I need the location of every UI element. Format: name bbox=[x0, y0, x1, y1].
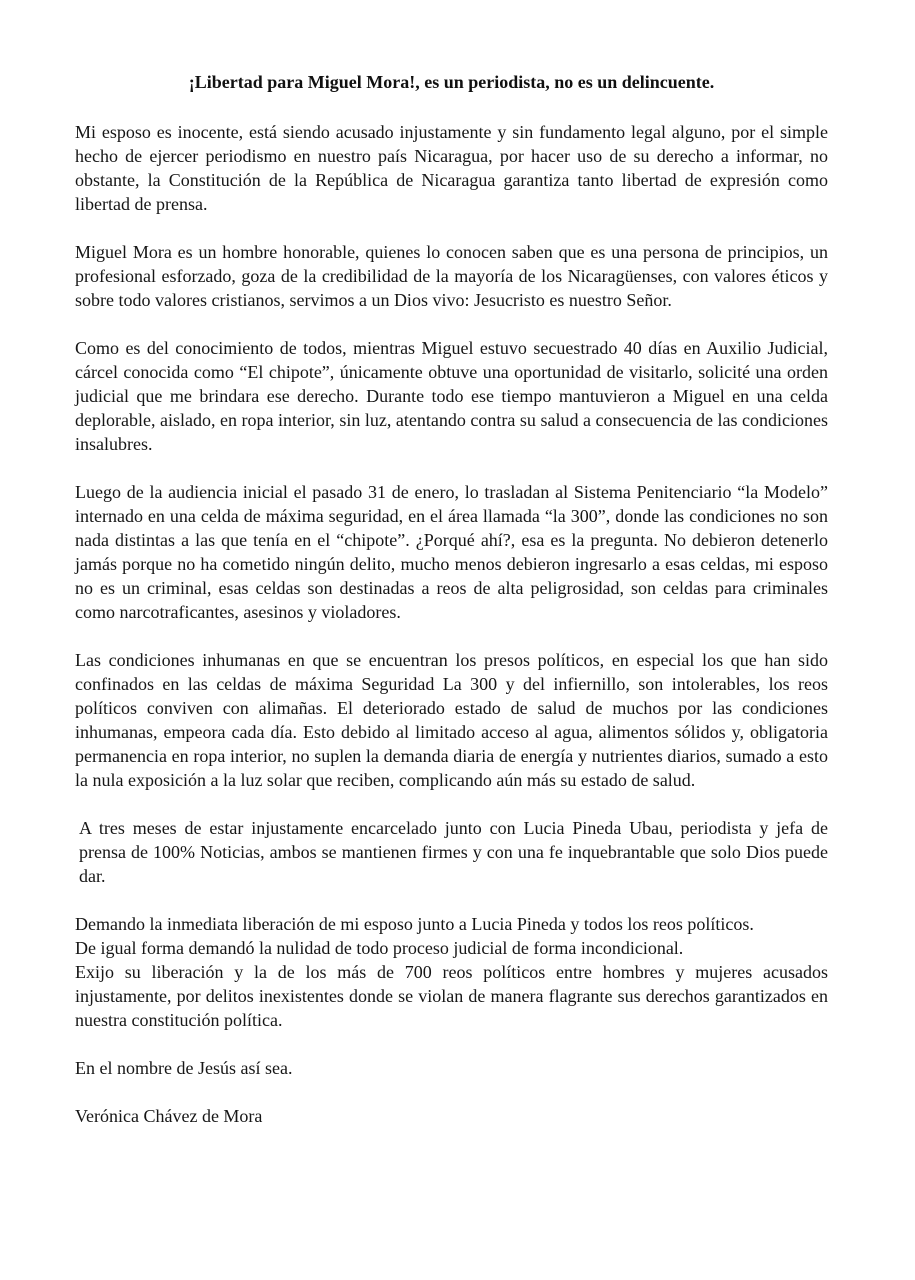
paragraph-conditions: Las condiciones inhumanas en que se encuentran los presos políticos, en especial los que han sido confinados en las celdas de máxima Seguridad La 300 y del infiernillo, son intolerables, los reos políticos conviven con alimañas. El deteriorado estado de salud de muchos por las condiciones inhumanas, empeora cada día. Esto debido al limitado acceso al agua, alimentos sólidos y, obligatoria permanencia en ropa interior, no suplen la demanda diaria de energía y nutrientes diarios, sumado a esto la nula exposición a la luz solar que reciben, complicando aún más su estado de salud. bbox=[75, 650, 828, 790]
closing-line: En el nombre de Jesús así sea. bbox=[75, 1058, 293, 1078]
paragraph-three-months: A tres meses de estar injustamente encarcelado junto con Lucia Pineda Ubau, periodista y jefa de prensa de 100% Noticias, ambos se mantienen firmes y con una fe inquebrantable que solo Dios puede dar. bbox=[79, 818, 828, 886]
letter-page bbox=[75, 70, 828, 1128]
demand-line-release: Demando la inmediata liberación de mi esposo junto a Lucia Pineda y todos los reos políticos. bbox=[75, 914, 754, 934]
demand-paragraph-political-prisoners: Exijo su liberación y la de los más de 700 reos políticos entre hombres y mujeres acusados injustamente, por delitos inexistentes donde se violan de manera flagrante sus derechos garantizados en nuestra constitución política. bbox=[75, 962, 828, 1030]
letter-title: ¡Libertad para Miguel Mora!, es un periodista, no es un delincuente. bbox=[188, 72, 715, 92]
signature-name: Verónica Chávez de Mora bbox=[75, 1106, 263, 1126]
demand-line-nullity: De igual forma demandó la nulidad de todo proceso judicial de forma incondicional. bbox=[75, 938, 684, 958]
paragraph-demands bbox=[75, 912, 828, 1032]
paragraph-honorable: Miguel Mora es un hombre honorable, quienes lo conocen saben que es una persona de principios, un profesional esforzado, goza de la credibilidad de la mayoría de los Nicaragüenses, con valores éticos y sobre todo valores cristianos, servimos a un Dios vivo: Jesucristo es nuestro Señor. bbox=[75, 242, 828, 310]
paragraph-innocence: Mi esposo es inocente, está siendo acusado injustamente y sin fundamento legal alguno, por el simple hecho de ejercer periodismo en nuestro país Nicaragua, por hacer uso de su derecho a informar, no obstante, la Constitución de la República de Nicaragua garantiza tanto libertad de expresión como libertad de prensa. bbox=[75, 122, 828, 214]
paragraph-la-modelo: Luego de la audiencia inicial el pasado 31 de enero, lo trasladan al Sistema Penitenciario “la Modelo” internado en una celda de máxima seguridad, en el área llamada “la 300”, donde las condiciones no son nada distintas a las que tenía en el “chipote”. ¿Porqué ahí?, esa es la pregunta. No debieron detenerlo jamás porque no ha cometido ningún delito, mucho menos debieron ingresarlo a esas celdas, mi esposo no es un criminal, esas celdas son destinadas a reos de alta peligrosidad, son celdas para criminales como narcotraficantes, asesinos y violadores. bbox=[75, 482, 828, 622]
paragraph-chipote: Como es del conocimiento de todos, mientras Miguel estuvo secuestrado 40 días en Auxilio Judicial, cárcel conocida como “El chipote”, únicamente obtuve una oportunidad de visitarlo, solicité una orden judicial que me brindara ese derecho. Durante todo ese tiempo mantuvieron a Miguel en una celda deplorable, aislado, en ropa interior, sin luz, atentando contra su salud a consecuencia de las condiciones insalubres. bbox=[75, 338, 828, 454]
